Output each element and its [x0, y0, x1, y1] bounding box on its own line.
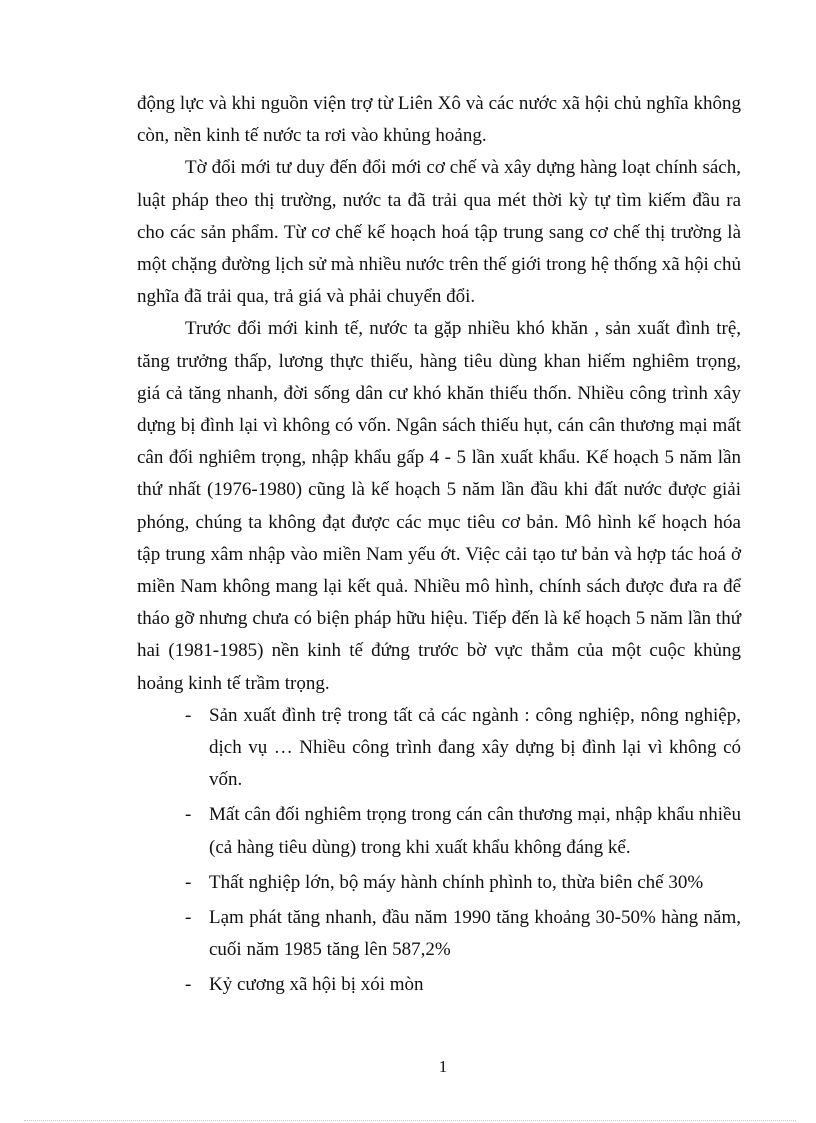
bullet-dash: - [185, 804, 192, 826]
bullet-text: Sản xuất đình trệ trong tất cả các ngành : công nghiệp, nông nghiệp, dịch vụ … Nhiều công trình đang xây dựng bị đình lại vì không có vốn. [209, 704, 741, 791]
paragraph-reform-thinking: Tờ đổi mới tư duy đến đổi mới cơ chế và xây dựng hàng loạt chính sách, luật pháp theo thị trường, nước ta đã trải qua mét thời kỳ tự tìm kiếm đầu ra cho các sản phẩm. Từ cơ chế kế hoạch hoá tập trung sang cơ chế thị trường là một chặng đường lịch sử mà nhiều nước trên thế giới trong hệ thống xã hội chủ nghĩa đã trải qua, trả giá và phải chuyển đổi. [137, 157, 741, 308]
paragraph-continuation: động lực và khi nguồn viện trợ từ Liên Xô và các nước xã hội chủ nghĩa không còn, nền kinh tế nước ta rơi vào khủng hoảng. [137, 93, 741, 147]
bullet-item [137, 969, 741, 1001]
crisis-bullet-list [137, 700, 741, 1002]
paragraph-pre-reform-difficulties: Trước đổi mới kinh tế, nước ta gặp nhiều khó khăn , sản xuất đình trệ, tăng trưởng thấp, lương thực thiếu, hàng tiêu dùng khan hiếm nghiêm trọng, giá cả tăng nhanh, đời sống dân cư khó khăn thiếu thốn. Nhiều công trình xây dựng bị đình lại vì không có vốn. Ngân sách thiếu hụt, cán cân thương mại mất cân đối nghiêm trọng, nhập khẩu gấp 4 - 5 lần xuất khẩu. Kế hoạch 5 năm lần thứ nhất (1976-1980) cũng là kế hoạch 5 năm lần đầu khi đất nước được giải phóng, chúng ta không đạt được các mục tiêu cơ bản. Mô hình kế hoạch hóa tập trung xâm nhập vào miền Nam yếu ớt. Việc cải tạo tư bản và hợp tác hoá ở miền Nam không mang lại kết quả. Nhiều mô hình, chính sách được đưa ra để tháo gỡ nhưng chưa có biện pháp hữu hiệu. Tiếp đến là kế hoạch 5 năm lần thứ hai (1981-1985) nền kinh tế đứng trước bờ vực thẳm của một cuộc khủng hoảng kinh tế trầm trọng. [137, 318, 741, 694]
bullet-item [137, 700, 741, 797]
bullet-text: Lạm phát tăng nhanh, đầu năm 1990 tăng khoảng 30-50% hàng năm, cuối năm 1985 tăng lên 587,2% [209, 907, 741, 961]
bullet-dash: - [185, 974, 192, 996]
bullet-dash: - [185, 704, 192, 726]
page-bottom-rule [24, 1120, 796, 1121]
bullet-item [137, 799, 741, 863]
bullet-text: Mất cân đối nghiêm trọng trong cán cân thương mại, nhập khẩu nhiều (cả hàng tiêu dùng) trong khi xuất khẩu không đáng kể. [209, 804, 741, 858]
bullet-item [137, 902, 741, 966]
bullet-dash: - [185, 907, 192, 929]
bullet-text: Kỷ cương xã hội bị xói mòn [209, 974, 424, 996]
bullet-text: Thất nghiệp lớn, bộ máy hành chính phình to, thừa biên chế 30% [209, 871, 704, 893]
bullet-item [137, 867, 741, 899]
document-body [137, 88, 741, 1002]
page-number: 1 [438, 1057, 448, 1076]
bullet-dash: - [185, 871, 192, 893]
